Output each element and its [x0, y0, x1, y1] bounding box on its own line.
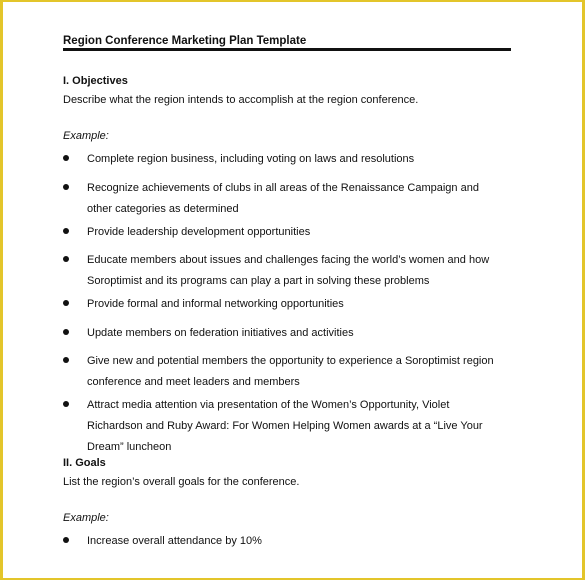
objective-item: Recognize achievements of clubs in all areas of the Renaissance Campaign and other categories as determined	[87, 182, 479, 215]
bullet-icon	[63, 329, 69, 335]
objective-item: Provide formal and informal networking opportunities	[87, 298, 344, 310]
goal-item: Increase overall attendance by 10%	[87, 535, 262, 547]
goals-description: List the region’s overall goals for the conference.	[63, 476, 300, 488]
objective-item: Educate members about issues and challenges facing the world’s women and how Soroptimist and its programs can play a part in solving these problems	[87, 254, 490, 287]
bullet-icon	[63, 184, 69, 190]
objective-item: Give new and potential members the opportunity to experience a Soroptimist region conference and meet leaders and members	[87, 355, 494, 388]
objective-item: Update members on federation initiatives and activities	[87, 327, 354, 339]
objective-item: Complete region business, including voting on laws and resolutions	[87, 153, 415, 165]
bullet-icon	[63, 256, 69, 262]
goals-example-label: Example:	[63, 512, 109, 524]
bullet-icon	[63, 537, 69, 543]
bullet-icon	[63, 155, 69, 161]
objectives-heading: I. Objectives	[63, 75, 128, 87]
objectives-description: Describe what the region intends to accomplish at the region conference.	[63, 94, 419, 106]
bullet-icon	[63, 300, 69, 306]
bullet-icon	[63, 357, 69, 363]
objective-item: Attract media attention via presentation of the Women’s Opportunity, Violet Richardson and Ruby Award: For Women Helping Women awards at a “Live Your Dream” luncheon	[87, 399, 483, 453]
goals-heading: II. Goals	[63, 457, 106, 469]
title-underline	[63, 48, 511, 51]
document-title: Region Conference Marketing Plan Template	[63, 35, 307, 47]
bullet-icon	[63, 228, 69, 234]
objectives-example-label: Example:	[63, 130, 109, 142]
bullet-icon	[63, 401, 69, 407]
objective-item: Provide leadership development opportunities	[87, 226, 311, 238]
